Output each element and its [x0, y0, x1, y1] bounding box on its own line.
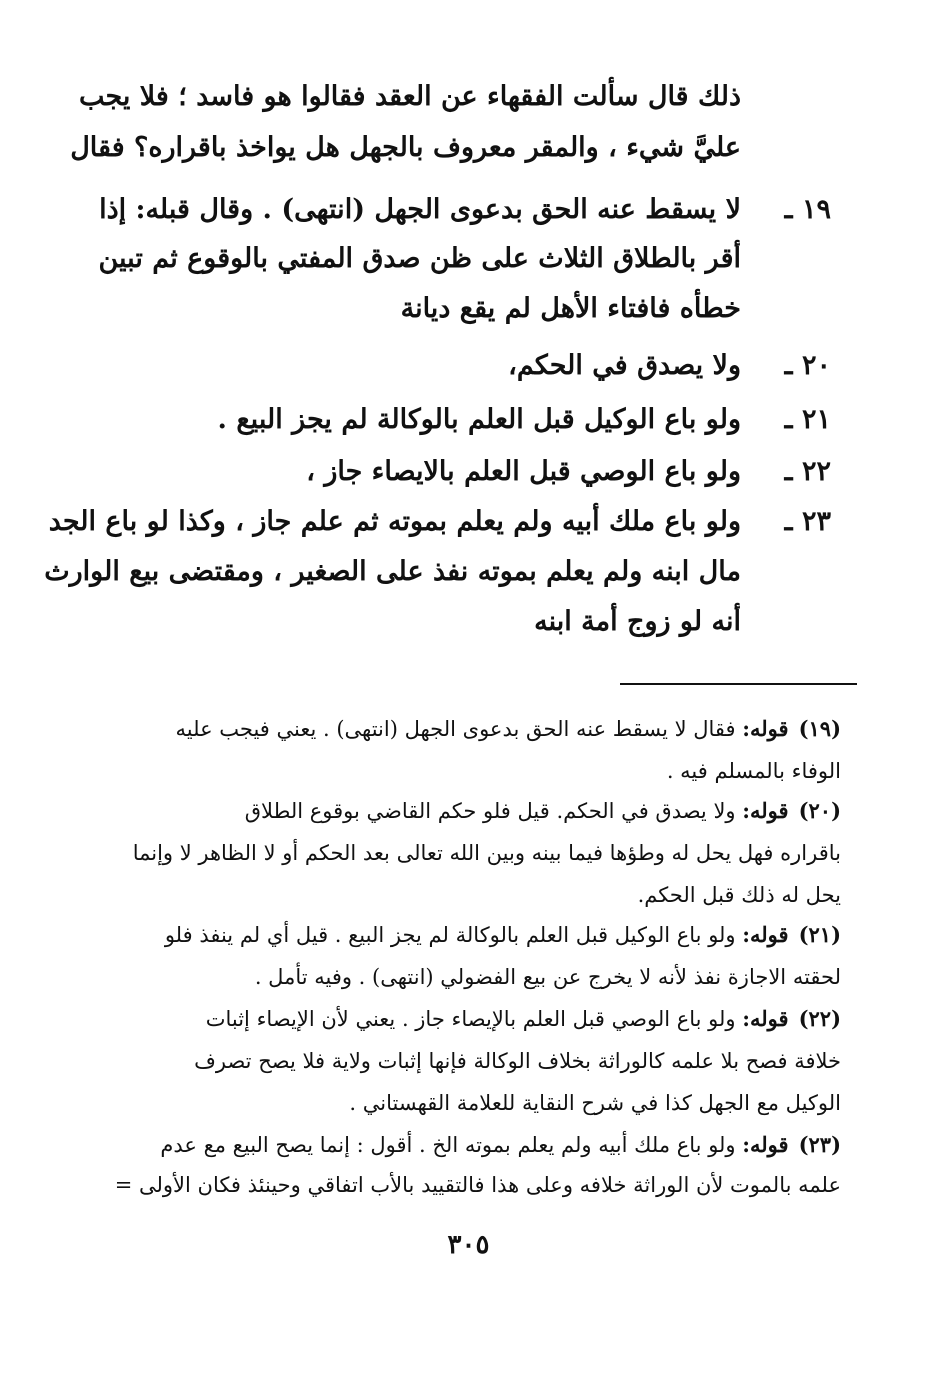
- footnote-line: علمه بالموت لأن الوراثة خلافه وعلى هذا فالتقييد بالأب اتفاقي وحينئذ فكان الأولى =: [114, 1173, 841, 1197]
- paragraph-number-23: ٢٣ ـ: [784, 506, 831, 537]
- footnote-keyword: قوله:: [742, 1132, 789, 1157]
- footnote-line: لحقته الاجازة نفذ لأنه لا يخرج عن بيع الفضولي (انتهى) . وفيه تأمل .: [254, 965, 841, 989]
- footnote-number: (١٩): [798, 716, 841, 741]
- footnote-line: [160, 1128, 841, 1162]
- footnote-number: (٢١): [798, 922, 841, 947]
- footnote-line: [206, 1002, 841, 1036]
- footnote-line: [165, 918, 841, 952]
- page-number: ٣٠٥: [447, 1230, 490, 1260]
- footnote-line: باقراره فهل يحل له وطؤها فيما بينه وبين الله تعالى بعد الحكم أو لا الظاهر لا وإنما: [132, 841, 841, 865]
- footnote-line: خلافة فصح بلا علمه كالوراثة بخلاف الوكالة فإنها إثبات ولاية فلا يصح تصرف: [194, 1049, 841, 1073]
- footnote-line: يحل له ذلك قبل الحكم.: [637, 883, 841, 907]
- footnote-number: (٢٢): [798, 1006, 841, 1031]
- paragraph-number-19: ١٩ ـ: [784, 194, 831, 225]
- footnote-keyword: قوله:: [742, 798, 789, 823]
- footnote-keyword: قوله:: [742, 1006, 789, 1031]
- footnote-text: ولو باع الوصي قبل العلم بالإيصاء جاز . يعني لأن الإيصاء إثبات: [205, 1007, 736, 1031]
- footnote-text: ولا يصدق في الحكم. قيل فلو حكم القاضي بوقوع الطلاق: [244, 799, 736, 823]
- main-text-line: أقر بالطلاق الثلاث على ظن صدق المفتي بالوقوع ثم تبين: [98, 243, 741, 274]
- main-text-line: ذلك قال سألت الفقهاء عن العقد فقالوا هو فاسد ؛ فلا يجب: [78, 81, 741, 112]
- footnote-number: (٢٠): [798, 798, 841, 823]
- footnote-number: (٢٣): [798, 1132, 841, 1157]
- footnote-line: الوكيل مع الجهل كذا في شرح النقاية للعلامة القهستاني .: [349, 1091, 841, 1115]
- footnote-line: [245, 794, 841, 828]
- main-text-line: ولو باع الوكيل قبل العلم بالوكالة لم يجز البيع .: [217, 404, 741, 435]
- footnote-keyword: قوله:: [742, 922, 789, 947]
- footnote-line: [176, 712, 841, 746]
- main-text-line: خطأه فافتاء الأهل لم يقع ديانة: [400, 293, 741, 324]
- footnote-text: ولو باع ملك أبيه ولم يعلم بموته الخ . أقول : إنما يصح البيع مع عدم: [160, 1133, 736, 1157]
- main-text-line: ولا يصدق في الحكم،: [508, 350, 741, 381]
- paragraph-number-20: ٢٠ ـ: [784, 350, 831, 381]
- main-text-line: عليَّ شيء ، والمقر معروف بالجهل هل يواخذ باقراره؟ فقال: [70, 132, 741, 163]
- main-text-line: ولو باع ملك أبيه ولم يعلم بموته ثم علم جاز ، وكذا لو باع الجد: [48, 506, 741, 537]
- paragraph-number-21: ٢١ ـ: [784, 404, 831, 435]
- main-text-line: مال ابنه ولم يعلم بموته نفذ على الصغير ، ومقتضى بيع الوارث: [44, 556, 741, 587]
- main-text-line: أنه لو زوج أمة ابنه: [534, 606, 741, 637]
- main-text-line: لا يسقط عنه الحق بدعوى الجهل (انتهى) . وقال قبله: إذا: [99, 194, 741, 225]
- footnote-text: ولو باع الوكيل قبل العلم بالوكالة لم يجز البيع . قيل أي لم ينفذ فلو: [164, 923, 736, 947]
- footnote-text: فقال لا يسقط عنه الحق بدعوى الجهل (انتهى) . يعني فيجب عليه: [175, 717, 736, 741]
- footnote-separator: [620, 683, 857, 685]
- paragraph-number-22: ٢٢ ـ: [784, 456, 831, 487]
- main-text-line: ولو باع الوصي قبل العلم بالايصاء جاز ،: [306, 456, 741, 487]
- footnote-line: الوفاء بالمسلم فيه .: [666, 759, 841, 783]
- footnote-keyword: قوله:: [742, 716, 789, 741]
